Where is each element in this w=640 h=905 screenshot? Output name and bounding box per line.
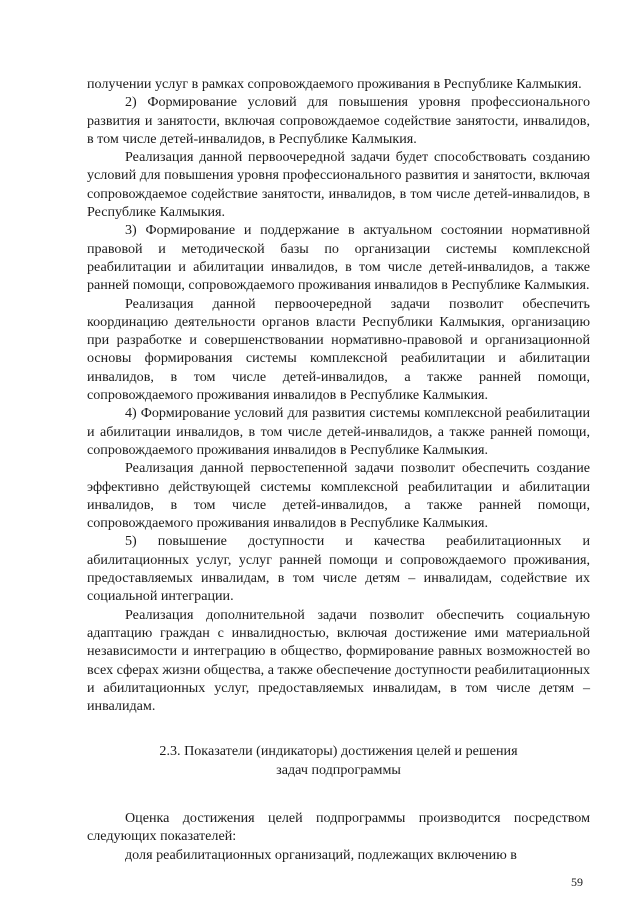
section-heading-line: задач подпрограммы bbox=[276, 761, 401, 778]
paragraph: 5) повышение доступности и качества реабилитационных и абилитационных услуг, услуг ранней помощи и сопровождаемого проживания, предоставляемых инвалидам, в том числе детям – инвалидам, содействие их социальной интеграции. bbox=[87, 533, 590, 605]
paragraph: 2) Формирование условий для повышения уровня профессионального развития и занятости, включая сопровождаемое содействие занятости, инвалидов, в том числе детей-инвалидов, в Республике Калмыкия. bbox=[87, 94, 590, 147]
paragraph: Реализация данной первоочередной задачи будет способствовать созданию условий для повышения уровня профессионального развития и занятости, включая сопровождаемое содействие занятости, инвалидов, в том числе детей-инвалидов, в Республике Калмыкия. bbox=[87, 149, 590, 221]
page-number: 59 bbox=[571, 875, 583, 889]
body-bottom bbox=[87, 809, 590, 864]
paragraph: Реализация данной первоочередной задачи позволит обеспечить координацию деятельности органов власти Республики Калмыкия, организацию при разработке и совершенствовании нормативно-правовой и организационной основы формирования системы комплексной реабилитации и абилитации инвалидов, в том числе детей-инвалидов, а также ранней помощи, сопровождаемого проживания инвалидов в Республике Калмыкия. bbox=[87, 295, 590, 404]
paragraph: Реализация данной первостепенной задачи позволит обеспечить создание эффективно действующей системы комплексной реабилитации и абилитации инвалидов, в том числе детей-инвалидов, а также ранней помощи, сопровождаемого проживания инвалидов в Республике Калмыкия. bbox=[87, 460, 590, 532]
section-heading-line: 2.3. Показатели (индикаторы) достижения целей и решения bbox=[159, 743, 518, 760]
section-heading bbox=[87, 742, 590, 779]
paragraph: 4) Формирование условий для развития системы комплексной реабилитации и абилитации инвалидов, в том числе детей-инвалидов, а также ранней помощи, сопровождаемого проживания инвалидов в Республике Калмыкия. bbox=[87, 405, 590, 458]
paragraph: доля реабилитационных организаций, подлежащих включению в bbox=[125, 846, 517, 863]
body-top bbox=[87, 75, 590, 715]
paragraph: Оценка достижения целей подпрограммы производится посредством следующих показателей: bbox=[87, 809, 590, 845]
document-page bbox=[87, 75, 590, 864]
paragraph: 3) Формирование и поддержание в актуальном состоянии нормативной правовой и методической базы по организации системы комплексной реабилитации и абилитации инвалидов, в том числе детей-инвалидов, а также ранней помощи, сопровождаемого проживания инвалидов в Республике Калмыкия. bbox=[87, 222, 590, 294]
paragraph: Реализация дополнительной задачи позволит обеспечить социальную адаптацию граждан с инвалидностью, включая достижение ими материальной независимости и интеграцию в общество, формирование равных возможностей во всех сферах жизни общества, а также обеспечение доступности реабилитационных и абилитационных услуг, предоставляемых инвалидам, в том числе детям – инвалидам. bbox=[87, 606, 590, 715]
paragraph: получении услуг в рамках сопровождаемого проживания в Республике Калмыкия. bbox=[87, 76, 582, 92]
